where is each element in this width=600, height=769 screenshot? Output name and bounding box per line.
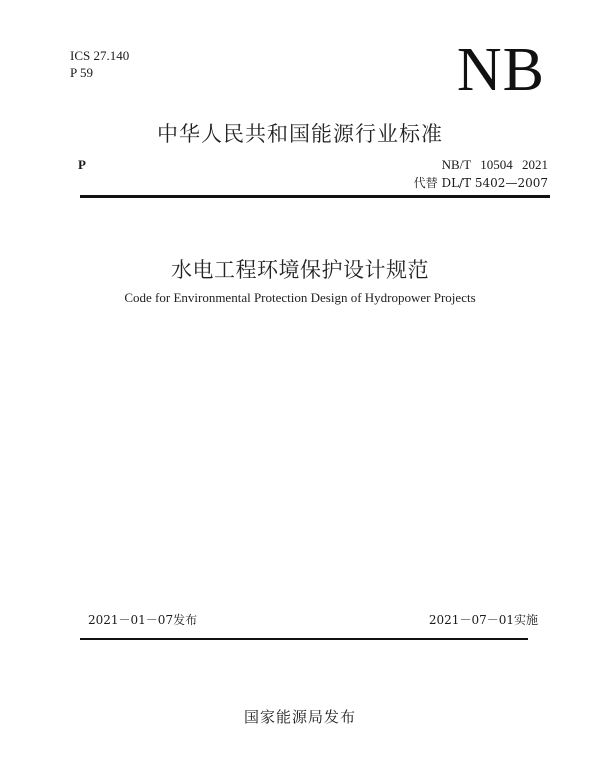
bottom-divider [80, 638, 528, 640]
classification-code: P 59 [70, 65, 93, 80]
document-title-cn: 水电工程环境保护设计规范 [171, 258, 429, 282]
top-divider [80, 195, 550, 198]
standard-class-letter: P [78, 157, 86, 172]
implementation-date: 2021－07－01实施 [428, 613, 538, 627]
document-title-en: Code for Environmental Protection Design of Hydropower Projects [124, 290, 476, 305]
nb-logo: NB [456, 36, 545, 104]
issue-date: 2021－01－07发布 [88, 613, 198, 627]
standard-number: NB/T 10504 2021 [441, 157, 548, 172]
issuing-authority: 国家能源局发布 [243, 708, 356, 726]
ics-code: ICS 27.140 [70, 48, 130, 63]
replaces-standard: 代替 DL/T 5402—2007 [413, 176, 548, 190]
standard-type-heading: 中华人民共和国能源行业标准 [157, 122, 443, 146]
